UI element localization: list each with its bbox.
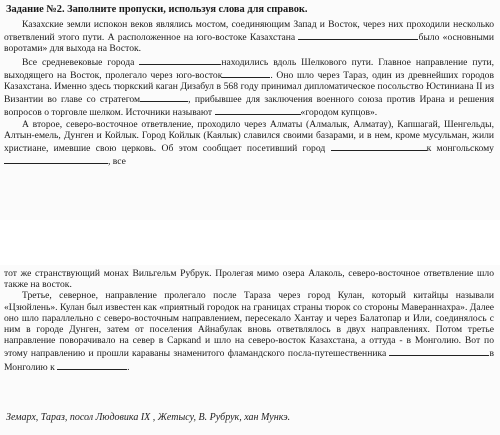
blank-1[interactable]: [298, 30, 418, 40]
blank-7[interactable]: [4, 154, 108, 164]
blank-6[interactable]: [331, 141, 427, 151]
p2-part-a: Все средневековые города: [22, 56, 135, 68]
p2-part-e: «городом купцов».: [300, 107, 378, 119]
blank-9[interactable]: [57, 360, 127, 370]
p3-part-b: к монгольскому: [426, 143, 494, 155]
paragraph-4: тот же странствующий монах Вильгельм Рубрук. Пролегая мимо озера Алаколь, северо-восточное ответвление шло также на восток.: [4, 268, 494, 291]
p5-part-b: в Монголию к: [4, 348, 494, 373]
p2-part-b: находились вдоль Шелкового пути. Главное направление пути, выходящего на Восток, пролегало через юго-восток: [4, 56, 494, 81]
p2-part-d: , прибывшее для заключения военного союза против Ирана и решения вопросов о торговле шелком. Источники называют: [4, 94, 494, 119]
paragraph-5: [4, 290, 494, 372]
page-gap: [0, 220, 500, 265]
p1-part-b: было «основными воротами» для выхода на Восток.: [4, 32, 494, 55]
p2-part-c: . Оно шло через Тараз, один из древнейших городов Казахстана. Именно здесь тюркский каган Дизабул в 568 году принимал дипломатическое посольство Юстиниана II из Византии во главе со стратегом: [4, 69, 494, 106]
p3-part-a: А второе, северо-восточное ответвление, проходило через Алматы (Алмалык, Алматау), Капшагай, Шенгельды, Алтын-емель, Дунген и Койлык. Город Койлык (Каялык) славился своими базарами, и в нем, кроме мусульман, жили христиане, имевшие свою церковь. Об этом сообщает посетивший город: [4, 118, 494, 155]
paragraph-2: [4, 55, 494, 119]
p1-part-a: Казахские земли испокон веков являлись мостом, соединяющим Запад и Восток, через них проходили несколько ответвлений этого пути. А расположенное на юго-востоке Казахстана: [4, 19, 494, 44]
reference-words: Земарх, Тараз, посол Людовика IX , Жетысу, В. Рубрук, хан Мункэ.: [6, 412, 291, 423]
p5-part-c: .: [127, 361, 130, 373]
bottom-page: [0, 265, 500, 435]
paragraph-3: [4, 119, 494, 168]
task-title: Задание №2. Заполните пропуски, используя слова для справок.: [6, 4, 308, 15]
bottom-text: [4, 268, 494, 373]
p5-part-a: Третье, северное, направление пролегало после Тараза через город Кулан, который китайцы называли «Цзюйлень». Кулан был известен как «приятный городок на границах страны тюрок со стороны Мавераннахра». Далее оно шло параллельно с северо-восточным направлением, пересекало Хантау и через Балатопар и Или, соединялось с ним в городе Дунген, затем от поселения Айнабулак вновь ответвлялось в двух направлениях. Потом третье направление поворачивало на север в Саркand и шло на северо-восток Казахстана, а оттуда - в Монголию. Вот по этому направлению и прошли караваны знаменитого фламандского посла-путешественника: [4, 290, 494, 360]
blank-4[interactable]: [140, 92, 188, 102]
blank-3[interactable]: [222, 68, 270, 78]
top-text: [4, 19, 494, 167]
blank-8[interactable]: [389, 346, 489, 356]
blank-2[interactable]: [139, 55, 221, 65]
p3-part-c: , все: [108, 156, 126, 168]
blank-5[interactable]: [215, 105, 301, 115]
paragraph-1: [4, 19, 494, 55]
